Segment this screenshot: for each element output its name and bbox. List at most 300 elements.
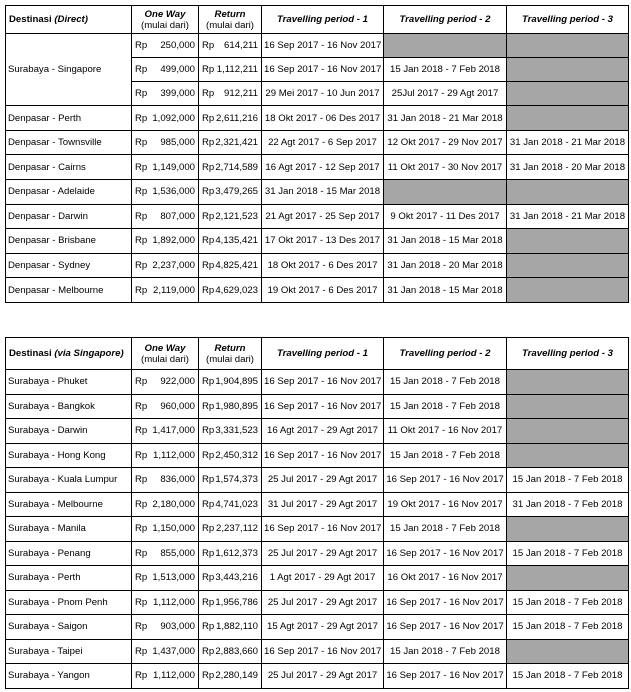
period-3-cell: 31 Jan 2018 - 20 Mar 2018: [507, 155, 629, 180]
return-price: [199, 664, 262, 689]
currency-label: Rp: [202, 64, 215, 76]
period-3-cell: [507, 58, 629, 82]
destination-cell: Denpasar - Cairns: [6, 155, 132, 180]
one-way-price: [132, 590, 199, 615]
one-way-price: [132, 155, 199, 180]
amount-label: 1,112,000: [153, 449, 195, 461]
period-2-cell: 11 Okt 2017 - 16 Nov 2017: [384, 419, 507, 444]
period-1-cell: 1 Agt 2017 - 29 Agt 2017: [262, 566, 384, 591]
period-2-cell: 31 Jan 2018 - 15 Mar 2018: [384, 229, 507, 254]
price-value: [134, 548, 196, 559]
price-value: [134, 425, 196, 436]
price-value: [201, 523, 259, 534]
amount-label: 1,956,786: [215, 596, 258, 608]
return-price: [199, 443, 262, 468]
amount-label: 1,150,000: [152, 523, 195, 535]
amount-label: 922,000: [160, 376, 195, 388]
destination-cell: Denpasar - Townsville: [6, 130, 132, 155]
price-value: [134, 450, 196, 461]
table-row: [6, 370, 629, 395]
currency-label: Rp: [202, 474, 215, 486]
amount-label: 3,479,265: [215, 186, 258, 198]
return-price: [199, 541, 262, 566]
currency-label: Rp: [135, 161, 148, 173]
period-1-cell: 18 Okt 2017 - 06 Des 2017: [262, 106, 384, 131]
table-row: [6, 566, 629, 591]
table-row: [6, 179, 629, 204]
period-3-cell: [507, 179, 629, 204]
destination-cell: Surabaya - Saigon: [6, 615, 132, 640]
period-1-cell: 17 Okt 2017 - 13 Des 2017: [262, 229, 384, 254]
table-row: [6, 541, 629, 566]
price-value: [201, 401, 259, 412]
amount-label: 836,000: [160, 474, 195, 486]
period-3-cell: [507, 370, 629, 395]
amount-label: 2,611,216: [216, 112, 258, 124]
return-price: [199, 253, 262, 278]
period-1-cell: 16 Sep 2017 - 16 Nov 2017: [262, 34, 384, 58]
price-value: [201, 425, 259, 436]
period-2-cell: 31 Jan 2018 - 21 Mar 2018: [384, 106, 507, 131]
price-value: [201, 597, 259, 608]
amount-label: 1,112,000: [153, 670, 195, 682]
currency-label: Rp: [202, 523, 215, 535]
return-price: [199, 419, 262, 444]
header-period-1: Travelling period - 1: [262, 6, 384, 34]
period-1-cell: 25 Jul 2017 - 29 Agt 2017: [262, 468, 384, 493]
amount-label: 399,000: [160, 88, 195, 100]
amount-label: 960,000: [160, 400, 195, 412]
currency-label: Rp: [135, 474, 148, 486]
price-value: [201, 474, 259, 485]
currency-label: Rp: [135, 235, 148, 247]
destination-cell: Surabaya - Penang: [6, 541, 132, 566]
period-2-cell: 16 Sep 2017 - 16 Nov 2017: [384, 541, 507, 566]
table-row: [6, 155, 629, 180]
currency-label: Rp: [202, 572, 215, 584]
destination-cell: Surabaya - Perth: [6, 566, 132, 591]
table-row: [6, 517, 629, 542]
one-way-price: [132, 615, 199, 640]
currency-label: Rp: [202, 161, 215, 173]
destination-cell: Denpasar - Melbourne: [6, 278, 132, 303]
price-value: [201, 548, 259, 559]
currency-label: Rp: [135, 376, 148, 388]
one-way-price: [132, 419, 199, 444]
price-value: [201, 40, 259, 51]
currency-label: Rp: [202, 235, 215, 247]
currency-label: Rp: [135, 621, 148, 633]
currency-label: Rp: [135, 572, 148, 584]
period-2-cell: 25Jul 2017 - 29 Agt 2017: [384, 82, 507, 106]
one-way-price: [132, 394, 199, 419]
currency-label: Rp: [135, 88, 148, 100]
price-value: [134, 211, 196, 222]
currency-label: Rp: [135, 112, 148, 124]
price-value: [201, 376, 259, 387]
return-price: [199, 179, 262, 204]
period-3-cell: [507, 566, 629, 591]
period-3-cell: [507, 229, 629, 254]
destination-cell: Surabaya - Kuala Lumpur: [6, 468, 132, 493]
period-2-cell: 16 Sep 2017 - 16 Nov 2017: [384, 664, 507, 689]
currency-label: Rp: [135, 425, 148, 437]
period-2-cell: 12 Okt 2017 - 29 Nov 2017: [384, 130, 507, 155]
amount-label: 1,513,000: [152, 572, 195, 584]
one-way-price: [132, 82, 199, 106]
currency-label: Rp: [202, 137, 215, 149]
return-price: [199, 34, 262, 58]
amount-label: 4,741,023: [215, 498, 258, 510]
currency-label: Rp: [202, 449, 215, 461]
price-value: [201, 64, 259, 75]
period-1-cell: 16 Sep 2017 - 16 Nov 2017: [262, 394, 384, 419]
currency-label: Rp: [135, 259, 148, 271]
return-price: [199, 82, 262, 106]
amount-label: 2,450,312: [215, 449, 258, 461]
price-value: [134, 401, 196, 412]
amount-label: 1,417,000: [152, 425, 195, 437]
currency-label: Rp: [135, 40, 148, 52]
amount-label: 2,237,000: [152, 259, 195, 271]
period-2-cell: [384, 34, 507, 58]
one-way-price: [132, 517, 199, 542]
amount-label: 2,180,000: [152, 498, 195, 510]
currency-label: Rp: [135, 210, 148, 222]
return-price: [199, 130, 262, 155]
currency-label: Rp: [135, 645, 148, 657]
price-value: [201, 186, 259, 197]
price-value: [201, 235, 259, 246]
return-price: [199, 278, 262, 303]
amount-label: 855,000: [160, 547, 195, 559]
destination-cell: Surabaya - Manila: [6, 517, 132, 542]
price-value: [134, 597, 196, 608]
period-1-cell: 31 Jul 2017 - 29 Agt 2017: [262, 492, 384, 517]
period-2-cell: 31 Jan 2018 - 15 Mar 2018: [384, 278, 507, 303]
period-3-cell: [507, 443, 629, 468]
return-price: [199, 615, 262, 640]
amount-label: 2,280,149: [215, 670, 258, 682]
price-value: [134, 474, 196, 485]
header-period-3: Travelling period - 3: [507, 6, 629, 34]
direct-flights-table: [5, 5, 629, 303]
period-1-cell: 15 Agt 2017 - 29 Agt 2017: [262, 615, 384, 640]
price-value: [134, 64, 196, 75]
period-3-cell: 31 Jan 2018 - 21 Mar 2018: [507, 204, 629, 229]
period-3-cell: 15 Jan 2018 - 7 Feb 2018: [507, 541, 629, 566]
amount-label: 903,000: [160, 621, 195, 633]
period-2-cell: 15 Jan 2018 - 7 Feb 2018: [384, 58, 507, 82]
period-1-cell: 25 Jul 2017 - 29 Agt 2017: [262, 590, 384, 615]
destination-cell: Surabaya - Singapore: [6, 34, 132, 106]
currency-label: Rp: [135, 400, 148, 412]
amount-label: 1,882,110: [216, 621, 258, 633]
currency-label: Rp: [135, 523, 148, 535]
header-destinasi: Destinasi (via Singapore): [6, 338, 132, 370]
destination-cell: Surabaya - Bangkok: [6, 394, 132, 419]
currency-label: Rp: [135, 64, 148, 76]
return-price: [199, 204, 262, 229]
destination-cell: Surabaya - Darwin: [6, 419, 132, 444]
one-way-price: [132, 664, 199, 689]
table-row: [6, 253, 629, 278]
return-price: [199, 155, 262, 180]
period-3-cell: [507, 253, 629, 278]
price-value: [134, 670, 196, 681]
destination-cell: Denpasar - Brisbane: [6, 229, 132, 254]
price-value: [134, 572, 196, 583]
table-row: [6, 590, 629, 615]
currency-label: Rp: [202, 376, 215, 388]
period-3-cell: 31 Jan 2018 - 21 Mar 2018: [507, 130, 629, 155]
table-row: [6, 34, 629, 58]
period-2-cell: 15 Jan 2018 - 7 Feb 2018: [384, 443, 507, 468]
currency-label: Rp: [202, 400, 215, 412]
destination-cell: Denpasar - Sydney: [6, 253, 132, 278]
table-row: [6, 492, 629, 517]
header-period-1: Travelling period - 1: [262, 338, 384, 370]
amount-label: 250,000: [160, 40, 195, 52]
currency-label: Rp: [202, 621, 215, 633]
return-price: [199, 58, 262, 82]
period-3-cell: 15 Jan 2018 - 7 Feb 2018: [507, 590, 629, 615]
price-value: [134, 621, 196, 632]
period-3-cell: 15 Jan 2018 - 7 Feb 2018: [507, 468, 629, 493]
destination-cell: Denpasar - Perth: [6, 106, 132, 131]
currency-label: Rp: [202, 40, 215, 52]
amount-label: 1,149,000: [152, 161, 195, 173]
header-return: Return (mulai dari): [199, 338, 262, 370]
price-value: [134, 186, 196, 197]
header-return: Return (mulai dari): [199, 6, 262, 34]
price-value: [134, 376, 196, 387]
amount-label: 2,121,523: [215, 210, 258, 222]
one-way-price: [132, 179, 199, 204]
amount-label: 1,112,211: [216, 64, 258, 76]
period-2-cell: 19 Okt 2017 - 16 Nov 2017: [384, 492, 507, 517]
period-3-cell: [507, 394, 629, 419]
price-value: [134, 113, 196, 124]
amount-label: 1,892,000: [152, 235, 195, 247]
price-value: [134, 260, 196, 271]
amount-label: 1,437,000: [152, 645, 195, 657]
period-1-cell: 16 Sep 2017 - 16 Nov 2017: [262, 58, 384, 82]
price-value: [201, 260, 259, 271]
currency-label: Rp: [135, 596, 148, 608]
table-row: [6, 468, 629, 493]
one-way-price: [132, 492, 199, 517]
period-1-cell: 19 Okt 2017 - 6 Des 2017: [262, 278, 384, 303]
table-row: [6, 394, 629, 419]
amount-label: 2,714,589: [215, 161, 258, 173]
return-price: [199, 394, 262, 419]
table-row: [6, 419, 629, 444]
return-price: [199, 106, 262, 131]
header-destinasi: Destinasi (Direct): [6, 6, 132, 34]
amount-label: 985,000: [160, 137, 195, 149]
currency-label: Rp: [202, 112, 215, 124]
period-2-cell: 31 Jan 2018 - 20 Mar 2018: [384, 253, 507, 278]
destination-cell: Surabaya - Hong Kong: [6, 443, 132, 468]
currency-label: Rp: [202, 186, 215, 198]
amount-label: 1,112,000: [153, 596, 195, 608]
currency-label: Rp: [135, 186, 148, 198]
period-1-cell: 16 Agt 2017 - 29 Agt 2017: [262, 419, 384, 444]
one-way-price: [132, 34, 199, 58]
one-way-price: [132, 443, 199, 468]
return-price: [199, 229, 262, 254]
header-period-2: Travelling period - 2: [384, 338, 507, 370]
amount-label: 1,092,000: [152, 112, 195, 124]
table-row: [6, 229, 629, 254]
price-value: [201, 646, 259, 657]
amount-label: 1,536,000: [152, 186, 195, 198]
one-way-price: [132, 204, 199, 229]
amount-label: 1,904,895: [215, 376, 258, 388]
period-2-cell: 15 Jan 2018 - 7 Feb 2018: [384, 639, 507, 664]
return-price: [199, 492, 262, 517]
table-row: [6, 278, 629, 303]
period-3-cell: [507, 106, 629, 131]
currency-label: Rp: [135, 284, 148, 296]
period-1-cell: 18 Okt 2017 - 6 Des 2017: [262, 253, 384, 278]
price-value: [201, 285, 259, 296]
period-3-cell: [507, 517, 629, 542]
period-2-cell: 16 Sep 2017 - 16 Nov 2017: [384, 590, 507, 615]
currency-label: Rp: [135, 498, 148, 510]
period-1-cell: 16 Sep 2017 - 16 Nov 2017: [262, 639, 384, 664]
period-3-cell: 15 Jan 2018 - 7 Feb 2018: [507, 664, 629, 689]
amount-label: 614,211: [224, 40, 258, 52]
destination-cell: Surabaya - Melbourne: [6, 492, 132, 517]
amount-label: 499,000: [160, 64, 195, 76]
table-header-row: [6, 338, 629, 370]
period-3-cell: [507, 419, 629, 444]
price-value: [201, 88, 259, 99]
one-way-price: [132, 639, 199, 664]
one-way-price: [132, 468, 199, 493]
currency-label: Rp: [202, 259, 215, 271]
period-1-cell: 25 Jul 2017 - 29 Agt 2017: [262, 664, 384, 689]
return-price: [199, 468, 262, 493]
table-row: [6, 130, 629, 155]
table-row: [6, 639, 629, 664]
price-value: [201, 211, 259, 222]
price-value: [201, 621, 259, 632]
price-value: [134, 88, 196, 99]
destination-cell: Surabaya - Phuket: [6, 370, 132, 395]
amount-label: 2,119,000: [153, 284, 195, 296]
price-value: [134, 646, 196, 657]
period-1-cell: 16 Sep 2017 - 16 Nov 2017: [262, 443, 384, 468]
price-value: [134, 162, 196, 173]
amount-label: 3,331,523: [215, 425, 258, 437]
currency-label: Rp: [135, 670, 148, 682]
period-1-cell: 21 Agt 2017 - 25 Sep 2017: [262, 204, 384, 229]
one-way-price: [132, 278, 199, 303]
header-one-way: One Way (mulai dari): [132, 338, 199, 370]
period-2-cell: 9 Okt 2017 - 11 Des 2017: [384, 204, 507, 229]
one-way-price: [132, 229, 199, 254]
period-1-cell: 25 Jul 2017 - 29 Agt 2017: [262, 541, 384, 566]
destination-cell: Denpasar - Adelaide: [6, 179, 132, 204]
price-value: [201, 162, 259, 173]
price-value: [201, 113, 259, 124]
one-way-price: [132, 58, 199, 82]
price-value: [134, 137, 196, 148]
period-2-cell: 15 Jan 2018 - 7 Feb 2018: [384, 394, 507, 419]
one-way-price: [132, 130, 199, 155]
amount-label: 1,980,895: [215, 400, 258, 412]
currency-label: Rp: [135, 547, 148, 559]
amount-label: 807,000: [160, 210, 195, 222]
one-way-price: [132, 253, 199, 278]
return-price: [199, 590, 262, 615]
table-row: [6, 443, 629, 468]
table-row: [6, 664, 629, 689]
one-way-price: [132, 541, 199, 566]
price-value: [201, 572, 259, 583]
period-2-cell: 16 Sep 2017 - 16 Nov 2017: [384, 468, 507, 493]
one-way-price: [132, 106, 199, 131]
period-2-cell: [384, 179, 507, 204]
price-value: [134, 285, 196, 296]
period-3-cell: 31 Jan 2018 - 7 Feb 2018: [507, 492, 629, 517]
return-price: [199, 517, 262, 542]
header-one-way: One Way (mulai dari): [132, 6, 199, 34]
period-1-cell: 29 Mei 2017 - 10 Jun 2017: [262, 82, 384, 106]
period-1-cell: 31 Jan 2018 - 15 Mar 2018: [262, 179, 384, 204]
destination-cell: Denpasar - Darwin: [6, 204, 132, 229]
currency-label: Rp: [202, 88, 215, 100]
amount-label: 3,443,216: [215, 572, 258, 584]
period-3-cell: [507, 82, 629, 106]
price-value: [201, 450, 259, 461]
currency-label: Rp: [202, 210, 215, 222]
return-price: [199, 370, 262, 395]
return-price: [199, 639, 262, 664]
period-1-cell: 16 Sep 2017 - 16 Nov 2017: [262, 517, 384, 542]
price-value: [201, 137, 259, 148]
period-3-cell: [507, 639, 629, 664]
currency-label: Rp: [135, 449, 148, 461]
table-row: [6, 615, 629, 640]
period-3-cell: 15 Jan 2018 - 7 Feb 2018: [507, 615, 629, 640]
amount-label: 912,211: [224, 88, 258, 100]
period-2-cell: 16 Sep 2017 - 16 Nov 2017: [384, 615, 507, 640]
return-price: [199, 566, 262, 591]
table-row: [6, 204, 629, 229]
currency-label: Rp: [202, 547, 215, 559]
amount-label: 2,237,112: [216, 523, 258, 535]
header-period-2: Travelling period - 2: [384, 6, 507, 34]
one-way-price: [132, 370, 199, 395]
table-header-row: [6, 6, 629, 34]
period-2-cell: 11 Okt 2017 - 30 Nov 2017: [384, 155, 507, 180]
one-way-price: [132, 566, 199, 591]
period-3-cell: [507, 34, 629, 58]
amount-label: 4,135,421: [215, 235, 258, 247]
destination-cell: Surabaya - Yangon: [6, 664, 132, 689]
price-value: [201, 670, 259, 681]
currency-label: Rp: [202, 596, 215, 608]
amount-label: 2,883,660: [215, 645, 258, 657]
price-value: [134, 235, 196, 246]
period-2-cell: 15 Jan 2018 - 7 Feb 2018: [384, 370, 507, 395]
period-3-cell: [507, 278, 629, 303]
table-row: [6, 106, 629, 131]
